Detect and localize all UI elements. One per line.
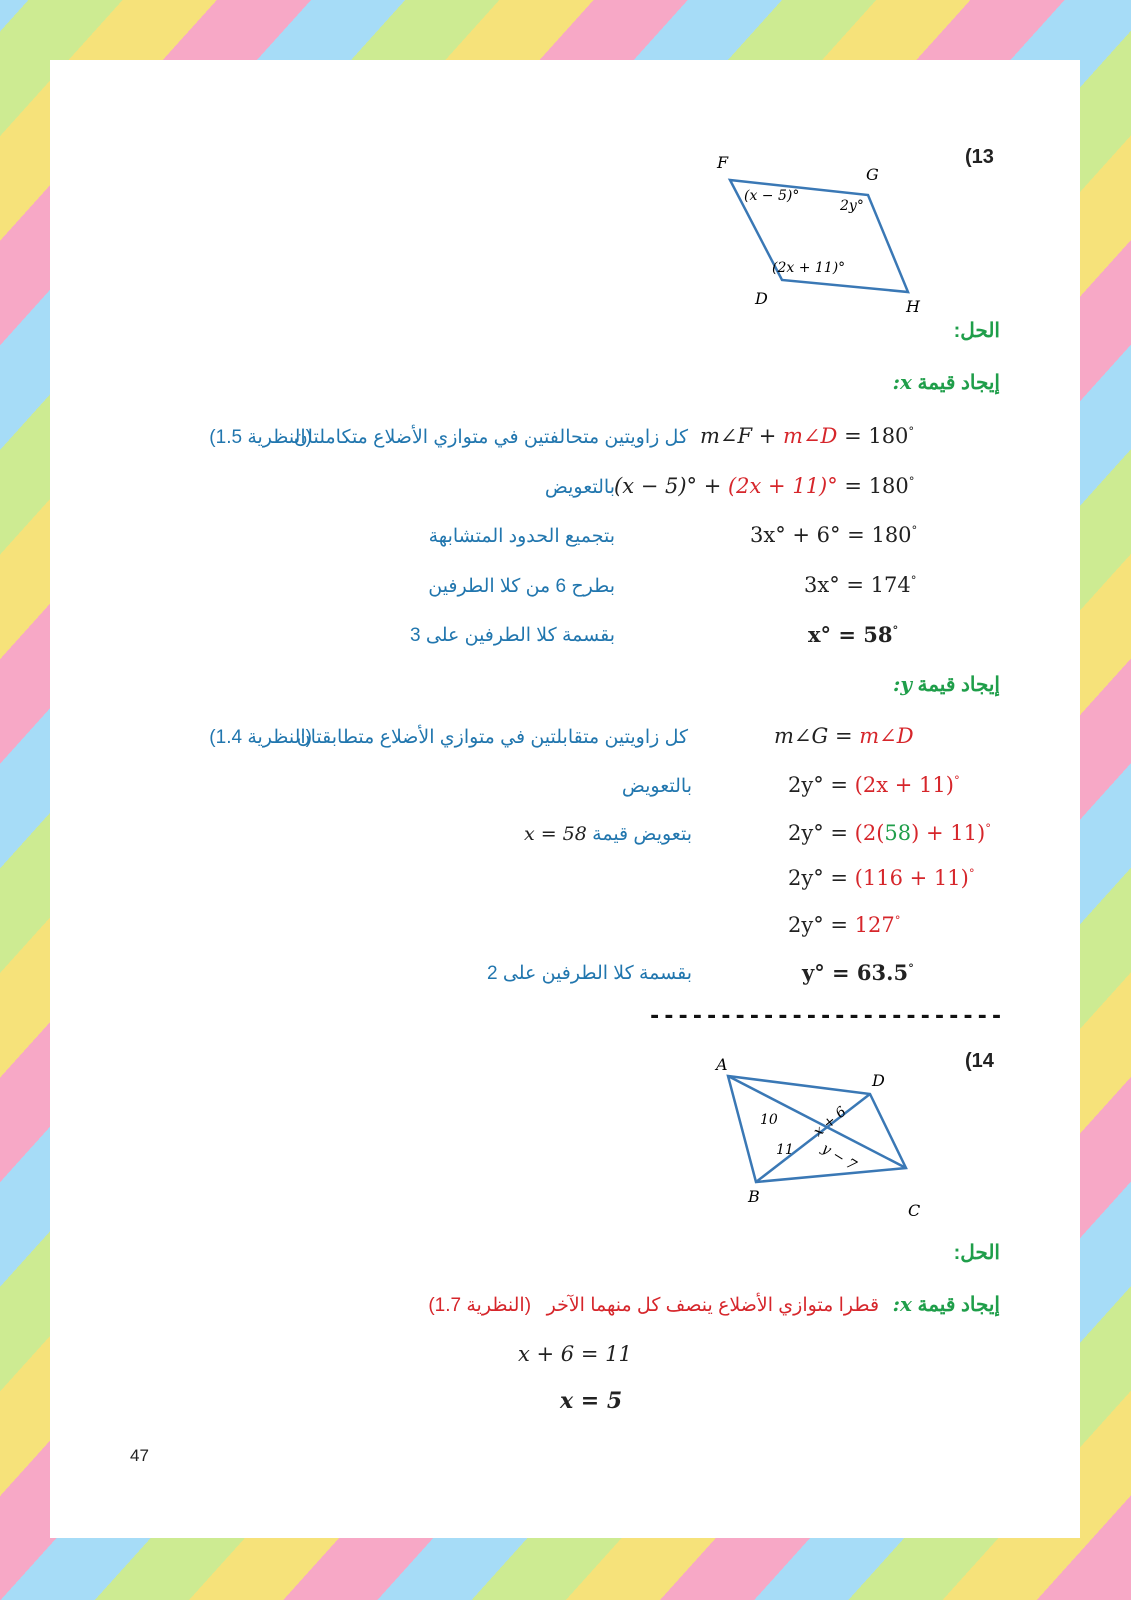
q13-x-step2-math: (x − 5)° + (2x + 11)° = 180° (614, 474, 915, 498)
angle-G-label: 2y° (840, 198, 864, 214)
q13-x-step1-explanation: كل زاويتين متحالفتين في متوازي الأضلاع متكاملتان (293, 427, 688, 448)
q14-equation-1: x + 6 = 11 (518, 1342, 632, 1366)
q13-y-step2-math: 2y° = (2x + 11)° (788, 773, 960, 797)
q14-find-x-line: إيجاد قيمة x: قطرا متوازي الأضلاع ينصف كل منهما الآخر (النظرية 1.7) (428, 1292, 1000, 1316)
segment-x6-label: x + 6 (810, 1103, 850, 1141)
segment-10-label: 10 (760, 1112, 778, 1128)
q13-y-step4-math: 2y° = (116 + 11)° (788, 866, 975, 890)
q13-y-step6-explanation: بقسمة كلا الطرفين على 2 (487, 963, 692, 984)
section-divider: ------------------------- (648, 1004, 1005, 1029)
q13-y-step3-math: 2y° = (2(58) + 11)° (788, 821, 991, 845)
q13-find-y-heading: إيجاد قيمة y: (892, 672, 1000, 696)
label-D: D (872, 1071, 885, 1090)
q13-y-result: y° = 63.5° (802, 960, 914, 985)
worksheet-page (50, 60, 1080, 1538)
label-H: H (906, 297, 920, 316)
label-D: D (755, 289, 768, 308)
q13-x-step1-theorem-ref: (النظرية 1.5) (209, 427, 312, 448)
q13-x-step2-explanation: بالتعويض (544, 477, 615, 498)
angle-F-label: (x − 5)° (744, 188, 800, 204)
q13-y-step3-explanation: بتعويض قيمة x = 58 (523, 823, 692, 845)
q13-x-step1-math: m∠F + m∠D = 180° (700, 424, 915, 448)
angle-D-label: (2x + 11)° (772, 260, 846, 276)
q14-solution-label: الحل: (953, 1242, 1000, 1264)
question-14-number: (14 (965, 1050, 994, 1072)
q13-x-step3-math: 3x° + 6° = 180° (750, 523, 918, 547)
q14-parallelogram-figure (710, 1050, 950, 1220)
q13-solution-label: الحل: (953, 320, 1000, 342)
q13-x-step4-math: 3x° = 174° (804, 573, 917, 597)
q13-x-step3-explanation: بتجميع الحدود المتشابهة (428, 526, 615, 547)
q14-theorem-ref: (النظرية 1.7) (428, 1295, 532, 1316)
q13-parallelogram-figure (710, 148, 950, 318)
q13-y-step5-math: 2y° = 127° (788, 913, 901, 937)
q13-y-step2-explanation: بالتعويض (621, 776, 692, 797)
q13-y-step1-explanation: كل زاويتين متقابلتين في متوازي الأضلاع متطابقتان (296, 727, 688, 748)
q14-x-result: x = 5 (560, 1388, 623, 1414)
q13-find-x-heading: إيجاد قيمة x: (892, 370, 1000, 394)
q13-y-step1-theorem-ref: (النظرية 1.4) (209, 727, 312, 748)
segment-y7-label: y − 7 (818, 1140, 860, 1175)
q13-x-step5-explanation: بقسمة كلا الطرفين على 3 (410, 625, 615, 646)
q13-y-step1-math: m∠G = m∠D (774, 724, 914, 748)
q14-reason: قطرا متوازي الأضلاع ينصف كل منهما الآخر (546, 1295, 880, 1316)
label-C: C (908, 1201, 921, 1220)
page-number: 47 (130, 1446, 149, 1465)
label-A: A (716, 1055, 728, 1074)
label-F: F (717, 153, 729, 172)
label-B: B (748, 1187, 760, 1206)
segment-11-label: 11 (776, 1142, 794, 1158)
q13-x-result: x° = 58° (808, 622, 899, 647)
q13-x-step4-explanation: بطرح 6 من كلا الطرفين (428, 576, 615, 597)
question-13-number: (13 (965, 146, 994, 168)
label-G: G (866, 165, 879, 184)
